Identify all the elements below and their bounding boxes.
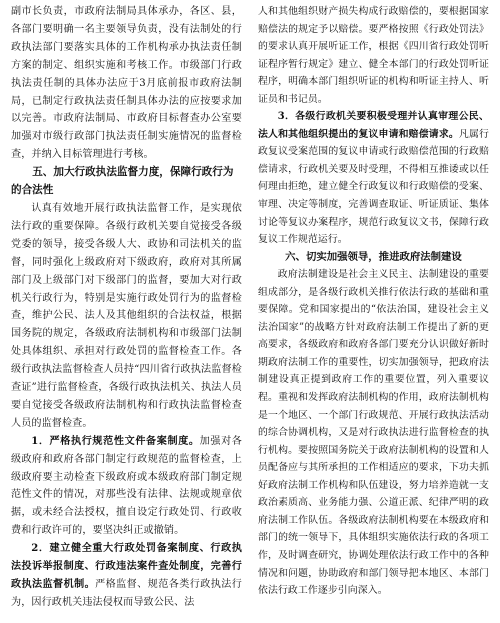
paragraph-item-1 xyxy=(11,433,242,540)
item-2-lead: 2．建立健全重大行政处罚备案制度、行政执法投诉举报制度、行政违法案件查处制度，完善行政执法监督机制。 xyxy=(11,543,242,590)
item-1-body: 加强对各级政府和政府各部门制定行政规范的监督检查，上级政府要主动检查下级政府或本级政府部门制定规范性文件的情况，对那些没有法律、法规或规章依据，或未经合法授权，擅自设定行政处罚、行政收费和行政许可的，要坚决纠正或撤销。 xyxy=(11,435,242,537)
right-column xyxy=(258,3,489,600)
paragraph-responsibility: 副市长负责，市政府法制局具体承办，各区、县，各部门要明确一名主要领导负责，没有法制处的行政执法部门要落实具体的工作机构承办执法责任制方案的制定、组织实施和考核工作。市级部门行政执法责任制的具体办法应于3月底前报市政府法制局，已制定行政执法责任制具体办法的应按要求加以完善。市政府法制局、市政府目标督查办公室要加强对市级行政部门执法责任制实施情况的监督检查，并纳入目标管理进行考核。 xyxy=(11,6,242,161)
paragraph-compensation: 人和其他组织财产损失构成行政赔偿的，要根据国家赔偿法的规定予以赔偿。要严格按照《行政处罚法》的要求认真开展听证工作，根据《四川省行政处罚听证程序暂行规定》建立、健全本部门的行政处罚听证程序，明确本部门组织听证的机构和听证主持人、听证员和书记员。 xyxy=(258,6,489,105)
paragraph-item-3 xyxy=(258,108,489,248)
section-heading-5: 五、加大行政执法监督力度，保障行政行为的合法性 xyxy=(11,166,234,197)
item-3-body: 凡属行政复议受案范围的复议申请或行政赔偿范围的行政赔偿请求，行政机关要及时受理，不得相互推诿或以任何理由拒绝，建立健全行政复议和行政赔偿的受案、审理、决定等制度，完善调查取证、听证质证、集体讨论等复议办案程序，规范行政复议文书，保障行政复议工作规范运行。 xyxy=(258,128,489,246)
section-heading-6: 六、切实加强领导，推进政府法制建设 xyxy=(285,250,462,263)
paragraph-item-2 xyxy=(11,540,242,612)
paragraph-supervision: 认真有效地开展行政执法监督工作，是实现依法行政的重要保障。各级行政机关要自觉接受各级党委的领导，接受各级人大、政协和司法机关的监督，同时强化上级政府对下级政府，政府对其所属部门及上级部门对下级部门的监督，要加大对行政机关行政行为，特别是实施行政处罚行为的监督检查，维护公民、法人及其他组织的合法权益，根据国务院的规定，各级政府法制机构和市级部门法制处具体组织、承担对行政处罚的监督检查工作。各级行政执法监督检查人员持“四川省行政执法监督检查证”进行监督检查，各级行政执法机关、执法人员要自觉接受各级政府法制机构和行政执法监督检查人员的监督检查。 xyxy=(11,202,242,429)
left-column xyxy=(11,3,242,612)
item-1-lead: 1．严格执行规范性文件备案制度。 xyxy=(31,435,200,447)
item-2-body: 严格监督、规范各类行政执法行为，因行政机关违法侵权而导致公民、法 xyxy=(11,579,242,608)
paragraph-leadership: 政府法制建设是社会主义民主、法制建设的重要组成部分，是各级行政机关推行依法行政的基础和重要保障。党和国家提出的“依法治国，建设社会主义法治国家”的战略方针对政府法制工作提出了新的更高要求，各级政府和政府各部门要充分认识做好新时期政府法制工作的重要性，切实加强领导，把政府法制建设真正提到政府工作的重要位置，列入重要议程。重视和发挥政府法制机构的作用，政府法制机构是一个地区、一个部门行政规范、开展行政执法活动的综合协调机构，又是对行政执法进行监督检查的执行机构。要按照国务院关于政府法制机构的设置和人员配备应与其所承担的工作相适应的要求，下功夫抓好政府法制工作机构和队伍建设，努力培养造就一支政治素质高、业务能力强、公道正派、纪律严明的政府法制工作队伍。各级政府法制机构要在本级政府和部门的统一领导下，具体组织实施依法行政的各项工作，及时调查研究，协调处理依法行政工作中的各种情况和问题，协助政府和部门领导把本地区、本部门依法行政工作逐步引向深入。 xyxy=(258,269,489,597)
item-3-lead: 3．各级行政机关要积极受理并认真审理公民、法人和其他组织提出的复议申请和赔偿请求。 xyxy=(258,111,489,140)
